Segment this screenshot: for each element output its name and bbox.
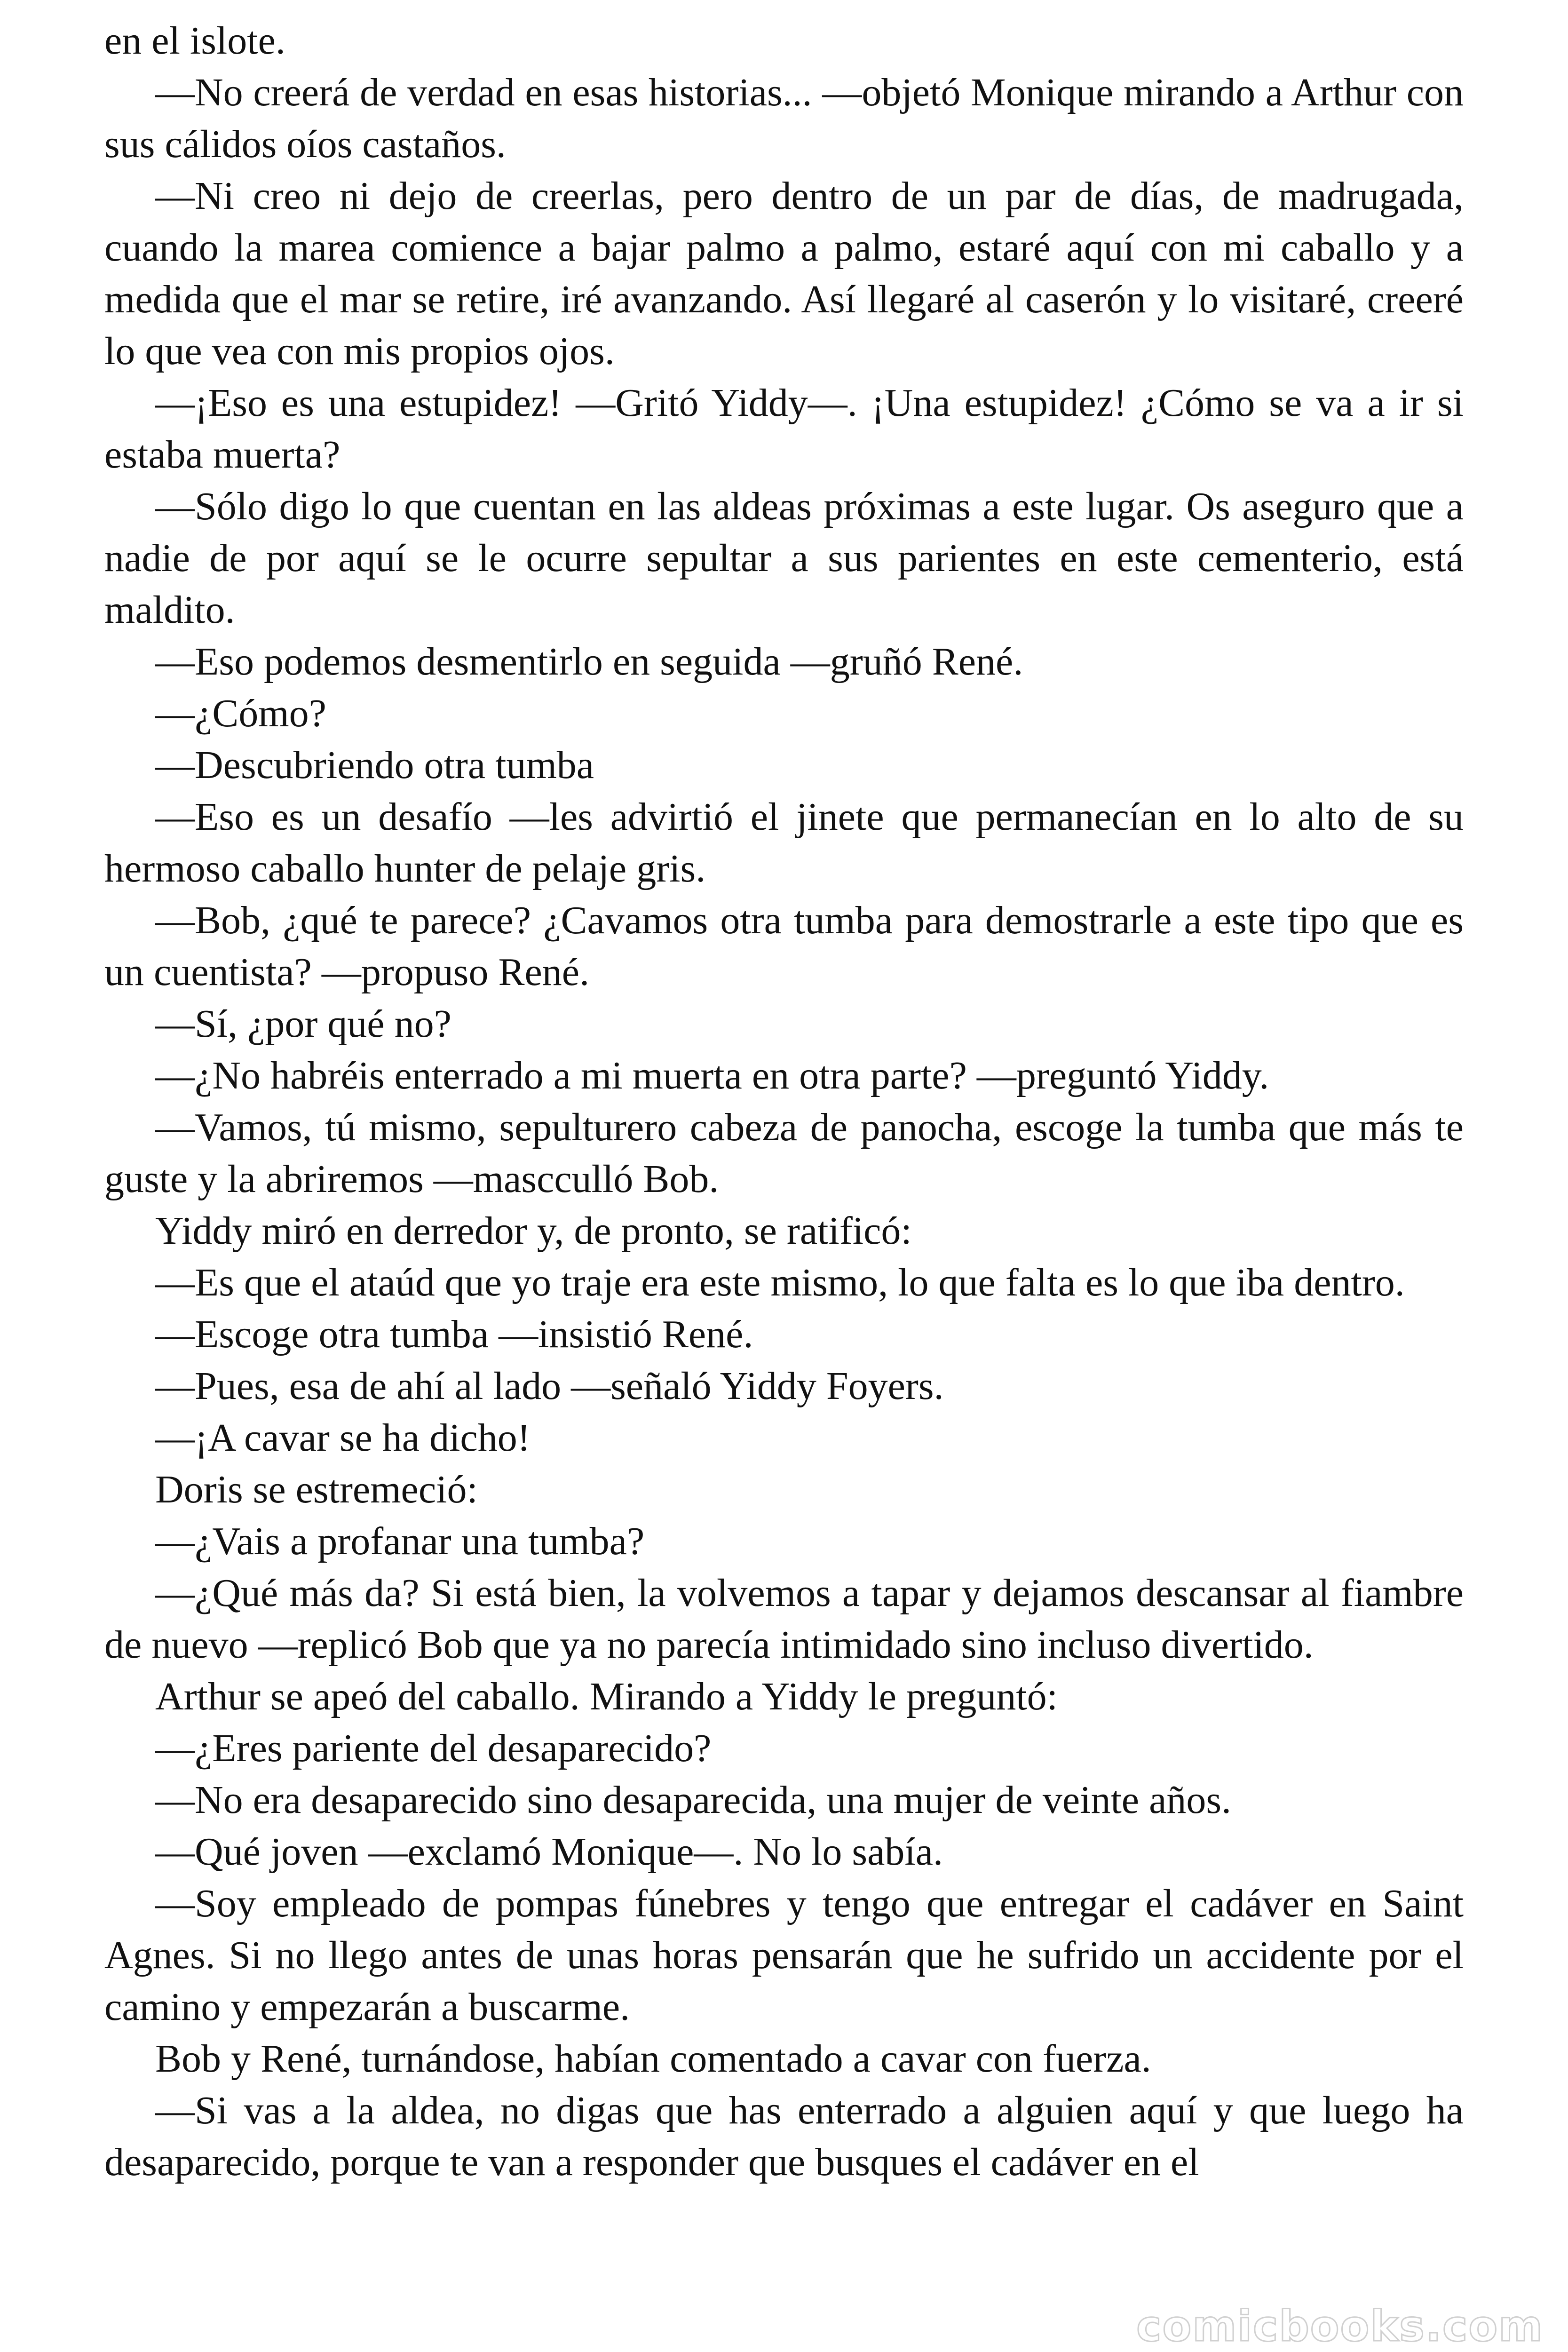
paragraph: —Vamos, tú mismo, sepulturero cabeza de panocha, escoge la tumba que más te guste y la abriremos —mascculló Bob. bbox=[104, 1105, 1464, 1201]
paragraph: —¿No habréis enterrado a mi muerta en otra parte? —preguntó Yiddy. bbox=[155, 1054, 1269, 1097]
paragraph: —No creerá de verdad en esas historias... —objetó Monique mirando a Arthur con sus cálidos oíos castaños. bbox=[104, 71, 1464, 166]
paragraph: —Descubriendo otra tumba bbox=[155, 743, 594, 787]
paragraph: —No era desaparecido sino desaparecida, una mujer de veinte años. bbox=[155, 1778, 1232, 1822]
paragraph: —¿Qué más da? Si está bien, la volvemos a tapar y dejamos descansar al fiambre de nuevo —replicó Bob que ya no parecía intimidado sino incluso divertido. bbox=[104, 1571, 1464, 1667]
paragraph: —Sólo digo lo que cuentan en las aldeas próximas a este lugar. Os aseguro que a nadie de por aquí se le ocurre sepultar a sus parientes en este cementerio, está maldito. bbox=[104, 485, 1464, 632]
paragraph: —Escoge otra tumba —insistió René. bbox=[155, 1312, 753, 1356]
paragraph: —Soy empleado de pompas fúnebres y tengo que entregar el cadáver en Saint Agnes. Si no llego antes de unas horas pensarán que he sufrido un accidente por el camino y empezarán a buscarme. bbox=[104, 1882, 1464, 2029]
paragraph: —¿Vais a profanar una tumba? bbox=[155, 1519, 645, 1563]
paragraph: —Es que el ataúd que yo traje era este mismo, lo que falta es lo que iba dentro. bbox=[155, 1261, 1405, 1304]
paragraph: —¡Eso es una estupidez! —Gritó Yiddy—. ¡Una estupidez! ¿Cómo se va a ir si estaba muerta? bbox=[104, 381, 1464, 477]
paragraph: —Eso podemos desmentirlo en seguida —gruñó René. bbox=[155, 640, 1023, 683]
paragraph: en el islote. bbox=[104, 19, 285, 63]
paragraph: —Qué joven —exclamó Monique—. No lo sabía. bbox=[155, 1830, 943, 1874]
paragraph: —¿Eres pariente del desaparecido? bbox=[155, 1726, 712, 1770]
paragraph: —¡A cavar se ha dicho! bbox=[155, 1416, 531, 1460]
book-page-text bbox=[104, 15, 1464, 2188]
paragraph: —Si vas a la aldea, no digas que has enterrado a alguien aquí y que luego ha desaparecido, porque te van a responder que busques el cadáver en el bbox=[104, 2089, 1464, 2184]
paragraph: Bob y René, turnándose, habían comentado a cavar con fuerza. bbox=[155, 2037, 1151, 2081]
paragraph: —Sí, ¿por qué no? bbox=[155, 1002, 451, 1046]
paragraph: —Pues, esa de ahí al lado —señaló Yiddy Foyers. bbox=[155, 1364, 944, 1408]
paragraph: —Eso es un desafío —les advirtió el jinete que permanecían en lo alto de su hermoso caballo hunter de pelaje gris. bbox=[104, 795, 1464, 890]
watermark: comicbooks.com bbox=[1136, 2302, 1544, 2351]
paragraph: —Ni creo ni dejo de creerlas, pero dentro de un par de días, de madrugada, cuando la marea comience a bajar palmo a palmo, estaré aquí con mi caballo y a medida que el mar se retire, iré avanzando. Así llegaré al caserón y lo visitaré, creeré lo que vea con mis propios ojos. bbox=[104, 174, 1464, 373]
paragraph: Arthur se apeó del caballo. Mirando a Yiddy le preguntó: bbox=[155, 1675, 1058, 1718]
paragraph: Yiddy miró en derredor y, de pronto, se ratificó: bbox=[155, 1209, 912, 1253]
paragraph: —Bob, ¿qué te parece? ¿Cavamos otra tumba para demostrarle a este tipo que es un cuentista? —propuso René. bbox=[104, 898, 1464, 994]
paragraph: —¿Cómo? bbox=[155, 691, 326, 735]
paragraph: Doris se estremeció: bbox=[155, 1468, 478, 1511]
